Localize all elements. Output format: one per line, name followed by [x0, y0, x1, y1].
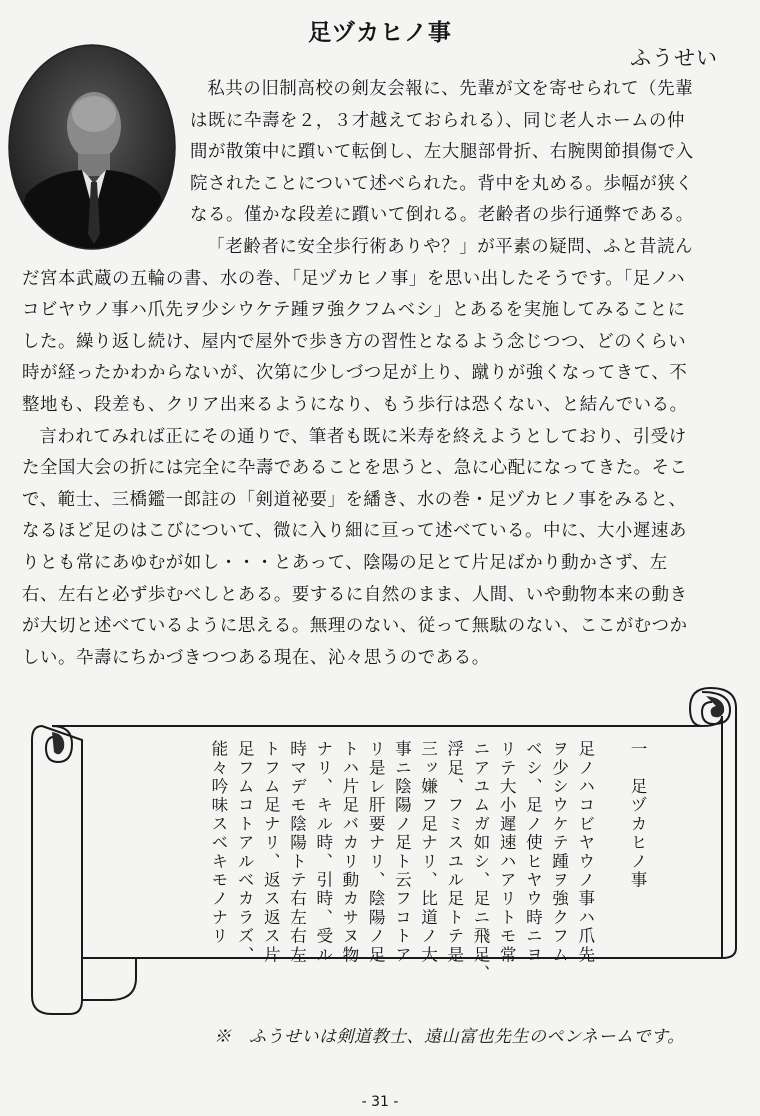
scroll-line: 時マデモ陰陽トテ右左右左 — [287, 740, 307, 965]
scroll-line: 事ニ陰陽ノ足ト云フコトア — [392, 740, 412, 965]
footnote: ※ ふうせいは剣道教士、遠山富也先生のペンネームです。 — [214, 1027, 685, 1047]
scroll-quotation — [120, 740, 650, 1008]
page-number: - 31 - — [361, 1094, 399, 1110]
paragraph: 私共の旧制高校の剣友会報に、先輩が文を寄せられて（先輩は既に卆壽を２，３才越えておられる）、同じ老人ホームの仲間が散策中に躓いて転倒し、左大腿部骨折、右腕関節損傷で入院されたことについて述べられた。背中を丸める。歩幅が狭くなる。僅かな段差に躓いて倒れる。老齢者の歩行通弊である。 — [190, 79, 694, 226]
article-title: 足ヅカヒノ事 — [308, 20, 452, 46]
scroll-line: 足ノハコビヤウノ事ハ爪先 — [575, 740, 595, 965]
article-body — [22, 74, 702, 674]
scroll-line: ヲ少シウケテ踵ヲ強クフム — [549, 740, 569, 965]
paragraph: 言われてみれば正にその通りで、筆者も既に米寿を終えようとしており、引受けた全国大会の折には完全に卆壽であることを思うと、急に心配になってきた。そこで、範士、三橋鑑一郎註の「剣道祕要」を繙き、水の巻・足ヅカヒノ事をみると、なるほど足のはこびについて、微に入り細に亘って述べている。中に、大小遲速ありとも常にあゆむが如し・・・とあって、陰陽の足とて片足ばかり動かさず、左右、左右と必ず歩むべしとある。要するに自然のまま、人間、いや動物本来の動きが大切と述べているように思える。無理のない、従って無駄のない、ここがむつかしい。卆壽にちかづきつつある現在、沁々思うのである。 — [22, 426, 688, 668]
scroll-line: ナリ、キル時、引時、受ル — [313, 740, 333, 965]
scroll-line: リ是レ肝要ナリ、陰陽ノ足 — [366, 740, 386, 965]
scroll-line: ニアユムガ如シ、足ニ飛足、 — [470, 740, 490, 984]
scroll-line: 三ッ嫌フ足ナリ、比道ノ大 — [418, 740, 438, 965]
scroll-line: 足フムコトアルベカラズ、 — [235, 740, 255, 965]
scroll-line: ベシ、足ノ使ヒヤウ時ニヨ — [523, 740, 543, 965]
author-name: ふうせい — [630, 46, 718, 70]
scroll-line: 能々吟味スベキモノナリ — [208, 740, 228, 946]
paragraph: 「老齢者に安全歩行術ありや？」が平素の疑問、ふと昔読んだ宮本武蔵の五輪の書、水の巻、「足ヅカヒノ事」を思い出したそうです。「足ノハコビヤウノ事ハ爪先ヲ少シウケテ踵ヲ強クフムベシ」とあるを実施してみることにした。繰り返し続け、屋内で屋外で歩き方の習性となるよう念じつつ、どのくらい時が経ったかわからないが、次第に少しづつ足が上り、蹴りが強くなってきて、不整地も、段差も、クリア出来るようになり、もう歩行は恐くない、と結んでいる。 — [22, 236, 694, 415]
scroll-line: トフム足ナリ、返ス返ス片 — [261, 740, 281, 965]
scroll-line: リテ大小遲速ハアリトモ常 — [497, 740, 517, 965]
scroll-line: 浮足、フミスユル足トテ是 — [444, 740, 464, 965]
scroll-heading: 一 足ヅカヒノ事 — [628, 740, 647, 890]
scroll-line: トハ片足バカリ動カサヌ物 — [339, 740, 359, 965]
